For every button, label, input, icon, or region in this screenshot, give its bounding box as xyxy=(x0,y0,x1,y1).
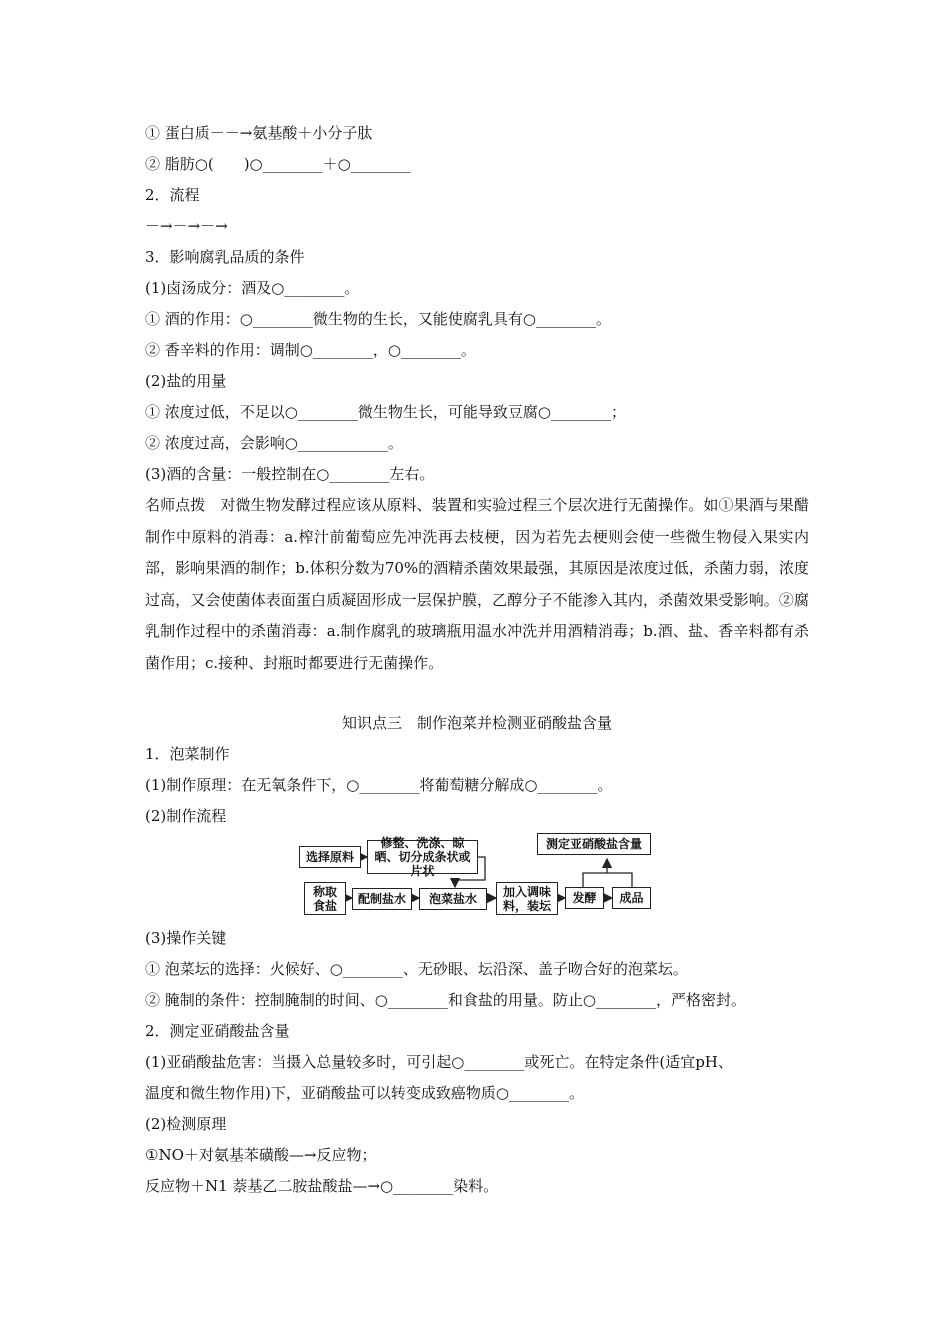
text-line: (1)亚硝酸盐危害：当摄入总量较多时，可引起○________或死亡。在特定条件(适宜pH、 xyxy=(145,1053,733,1071)
text-line: ① 蛋白质－－→氨基酸＋小分子肽 xyxy=(145,124,373,142)
flow-product: 成品 xyxy=(612,887,651,909)
text-line: 2．测定亚硝酸盐含量 xyxy=(145,1022,290,1040)
flow-ferment: 发酵 xyxy=(565,887,604,909)
text-line: ① 酒的作用：○________微生物的生长，又能使腐乳具有○________。 xyxy=(145,310,611,328)
text-line: ② 腌制的条件：控制腌制的时间、○________和食盐的用量。防止○________，严格密封。 xyxy=(145,991,746,1009)
text-line: 1．泡菜制作 xyxy=(145,745,230,763)
text-line: (1)卤汤成分：酒及○________。 xyxy=(145,279,360,297)
flow-measure-nitrite: 测定亚硝酸盐含量 xyxy=(537,833,651,855)
text-line: －→－→－→ xyxy=(145,217,228,235)
text-line: ①NO＋对氨基苯磺酸—→反应物； xyxy=(145,1146,377,1164)
flow-prepare-materials: 修整、洗涤、晾晒、切分成条状或片状 xyxy=(367,840,478,874)
text-line: ① 浓度过低，不足以○________微生物生长，可能导致豆腐○________； xyxy=(145,403,626,421)
flow-add-seasoning: 加入调味料，装坛 xyxy=(496,882,558,915)
flow-weigh-salt: 称取食盐 xyxy=(304,882,346,915)
tip-paragraph: 名师点拨 对微生物发酵过程应该从原料、装置和实验过程三个层次进行无菌操作。如①果酒与果醋制作中原料的消毒：a.榨汁前葡萄应先冲洗再去枝梗，因为若先去梗则会使一些微生物侵入果实内部，影响果酒的制作；b.体积分数为70%的酒精杀菌效果最强，其原因是浓度过低，杀菌力弱，浓度过高，又会使菌体表面蛋白质凝固形成一层保护膜，乙醇分子不能渗入其内，杀菌效果受影响。②腐乳制作过程中的杀菌消毒：a.制作腐乳的玻璃瓶用温水冲洗并用酒精消毒；b.酒、盐、香辛料都有杀菌作用；c.接种、封瓶时都要进行无菌操作。 xyxy=(145,496,809,672)
text-line: (3)酒的含量：一般控制在○________左右。 xyxy=(145,465,435,483)
text-line: (3)操作关键 xyxy=(145,929,227,947)
text-line: (2)检测原理 xyxy=(145,1115,227,1133)
text-line: ② 浓度过高，会影响○____________。 xyxy=(145,434,403,452)
text-line: ② 香辛料的作用：调制○________，○________。 xyxy=(145,341,476,359)
text-line: ② 脂肪○( )○________＋○________ xyxy=(145,155,411,173)
text-line: (2)盐的用量 xyxy=(145,372,227,390)
flow-make-brine: 配制盐水 xyxy=(352,888,412,910)
text-line: 2．流程 xyxy=(145,186,200,204)
flow-select-materials: 选择原料 xyxy=(299,846,361,868)
text-line: 温度和微生物作用)下，亚硝酸盐可以转变成致癌物质○________。 xyxy=(145,1084,584,1102)
text-line: 反应物＋N1 萘基乙二胺盐酸盐—→○________染料。 xyxy=(145,1177,499,1195)
flow-pickle-brine: 泡菜盐水 xyxy=(419,888,487,910)
text-line: 3．影响腐乳品质的条件 xyxy=(145,248,305,266)
text-line: ① 泡菜坛的选择：火候好、○________、无砂眼、坛沿深、盖子吻合好的泡菜坛。 xyxy=(145,960,688,978)
text-line: (2)制作流程 xyxy=(145,807,227,825)
text-line: (1)制作原理：在无氧条件下，○________将葡萄糖分解成○________。 xyxy=(145,776,613,794)
section-heading: 知识点三 制作泡菜并检测亚硝酸盐含量 xyxy=(341,714,612,732)
